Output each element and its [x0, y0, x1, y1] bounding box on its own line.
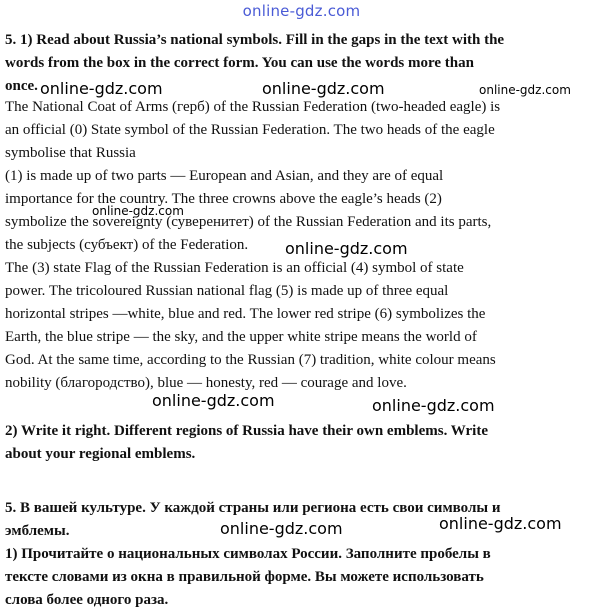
watermark: online-gdz.com	[40, 79, 163, 98]
watermark: online-gdz.com	[285, 239, 408, 258]
watermark: online-gdz.com	[262, 79, 385, 98]
watermark: online-gdz.com	[372, 396, 495, 415]
ru-task-line: 1) Прочитайте о национальных символах России. Заполните пробелы в	[5, 546, 491, 562]
ru-task-line: эмблемы.	[5, 523, 70, 539]
reading-line: symbolize the sovereignty (суверенитет) of the Russian Federation and its parts,	[5, 214, 492, 230]
task-1-line: once.	[5, 78, 38, 94]
reading-line: power. The tricoloured Russian national flag (5) is made up of three equal	[5, 283, 449, 299]
task-2-line: 2) Write it right. Different regions of Russia have their own emblems. Write	[5, 423, 489, 439]
task-2-instructions	[5, 420, 593, 466]
reading-line: The National Coat of Arms (герб) of the Russian Federation (two-headed eagle) is	[5, 99, 501, 115]
reading-line: horizontal stripes —white, blue and red. The lower red stripe (6) symbolizes the	[5, 306, 486, 322]
task-1-line: 5. 1) Read about Russia’s national symbols. Fill in the gaps in the text with the	[5, 32, 505, 48]
reading-line: importance for the country. The three crowns above the eagle’s heads (2)	[5, 191, 442, 207]
header-watermark: online-gdz.com	[242, 2, 361, 20]
ru-task-line: 5. В вашей культуре. У каждой страны или региона есть свои символы и	[5, 500, 501, 516]
watermark: online-gdz.com	[152, 391, 275, 410]
reading-line: symbolise that Russia	[5, 145, 136, 161]
reading-line: (1) is made up of two parts — European and Asian, and they are of equal	[5, 168, 444, 184]
watermark: online-gdz.com	[220, 519, 343, 538]
task-2-line: about your regional emblems.	[5, 446, 196, 462]
task-1-line: words from the box in the correct form. You can use the words more than	[5, 55, 474, 71]
ru-task-line: слова более одного раза.	[5, 592, 169, 608]
reading-line: The (3) state Flag of the Russian Federation is an official (4) symbol of state	[5, 260, 464, 276]
reading-line: an official (0) State symbol of the Russian Federation. The two heads of the eagle	[5, 122, 495, 138]
reading-line: Earth, the blue stripe — the sky, and the upper white stripe means the world of	[5, 329, 477, 345]
reading-line: nobility (благородство), blue — honesty, red — courage and love.	[5, 375, 407, 391]
reading-line: the subjects (субъект) of the Federation.	[5, 237, 249, 253]
watermark: online-gdz.com	[479, 83, 571, 97]
watermark: online-gdz.com	[439, 514, 562, 533]
watermark: online-gdz.com	[92, 204, 184, 218]
reading-line: God. At the same time, according to the Russian (7) tradition, white colour means	[5, 352, 496, 368]
ru-task-line: тексте словами из окна в правильной форме. Вы можете использовать	[5, 569, 484, 585]
